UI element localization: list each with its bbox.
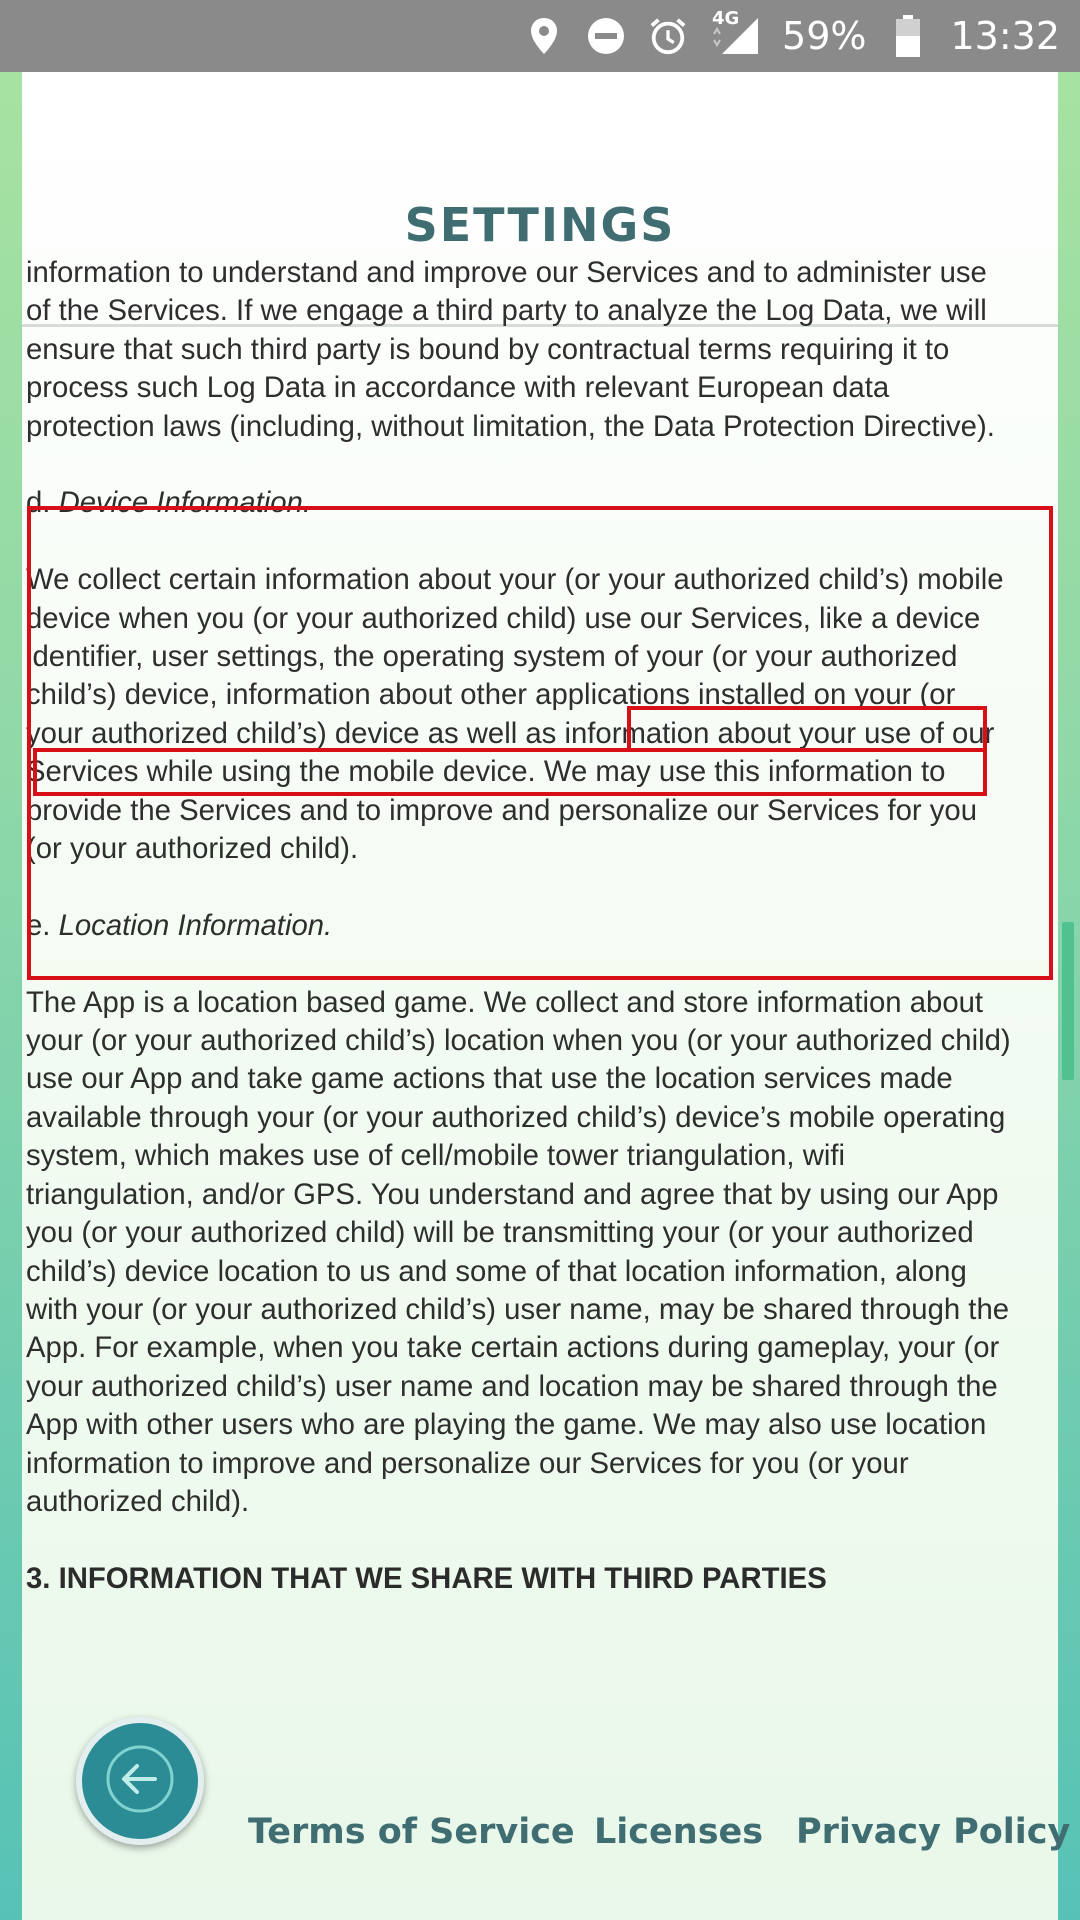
scrollbar-thumb[interactable] [1062,922,1074,1080]
paragraph-log-data: information to understand and improve our Services and to administer use of the Services. If we engage a third party to analyze the Log Data, we will ensure that such third party is bound by contractual terms requiring it to process such Log Data in accordance with relevant European data protection laws (including, without limitation, the Data Protection Directive). [26,256,995,443]
terms-of-service-link[interactable]: Terms of Service [248,1812,575,1852]
section-d-title: Device Information. [58,486,311,520]
alarm-icon [648,16,688,56]
arrow-left-icon [105,1744,175,1818]
paragraph-location-info: The App is a location based game. We collect and store information about your (or your authorized child’s) location when you (or your authorized child) use our App and take game actions that use the location services made available through your (or your authorized child’s) device’s mobile operating system, which makes use of cell/mobile tower triangulation, wifi triangulation, and/or GPS. You understand and agree that by using our App you (or your authorized child) will be transmitting your (or your authorized child’s) device location to us and some of that location information, along with your (or your authorized child’s) user name, may be shared through the App. For example, when you take certain actions during gameplay, your (or your authorized child’s) user name and location may be shared through the App with other users who are playing the game. We may also use location information to improve and personalize our Services for you (or your authorized child). [26,985,1011,1518]
signal-icon [710,8,760,56]
section-e-title: Location Information. [58,908,333,942]
section-d-prefix: d. [26,486,51,520]
do-not-disturb-icon [586,16,626,56]
clock: 13:32 [950,14,1060,58]
section-heading-third-parties: 3. INFORMATION THAT WE SHARE WITH THIRD PARTIES [26,1561,827,1595]
licenses-link[interactable]: Licenses [594,1812,764,1852]
network-type-label: 4G [712,8,740,29]
status-bar [0,0,1080,72]
highlight-box-app-info-line2 [33,748,987,796]
paragraph-device-info: We collect certain information about your (or your authorized child’s) mobile device when you (or your authorized child) use our Services, like a device identifier, user settings, the operating system of your (or your authorized child’s) device, information about other applications installed on your (or your authorized child’s) device as well as information about your use of our Services while using the mobile device. We may use this information to provide the Services and to improve and personalize our Services for you (or your authorized child). [26,563,1004,866]
location-icon [524,16,564,56]
battery-icon [888,16,928,56]
privacy-policy-link[interactable]: Privacy Policy [796,1812,1071,1852]
back-button[interactable] [76,1717,204,1845]
section-e-prefix: e. [26,908,51,942]
page-title: SETTINGS [404,198,676,252]
battery-percent: 59% [782,14,867,58]
highlight-box-app-info-line1 [627,706,987,752]
